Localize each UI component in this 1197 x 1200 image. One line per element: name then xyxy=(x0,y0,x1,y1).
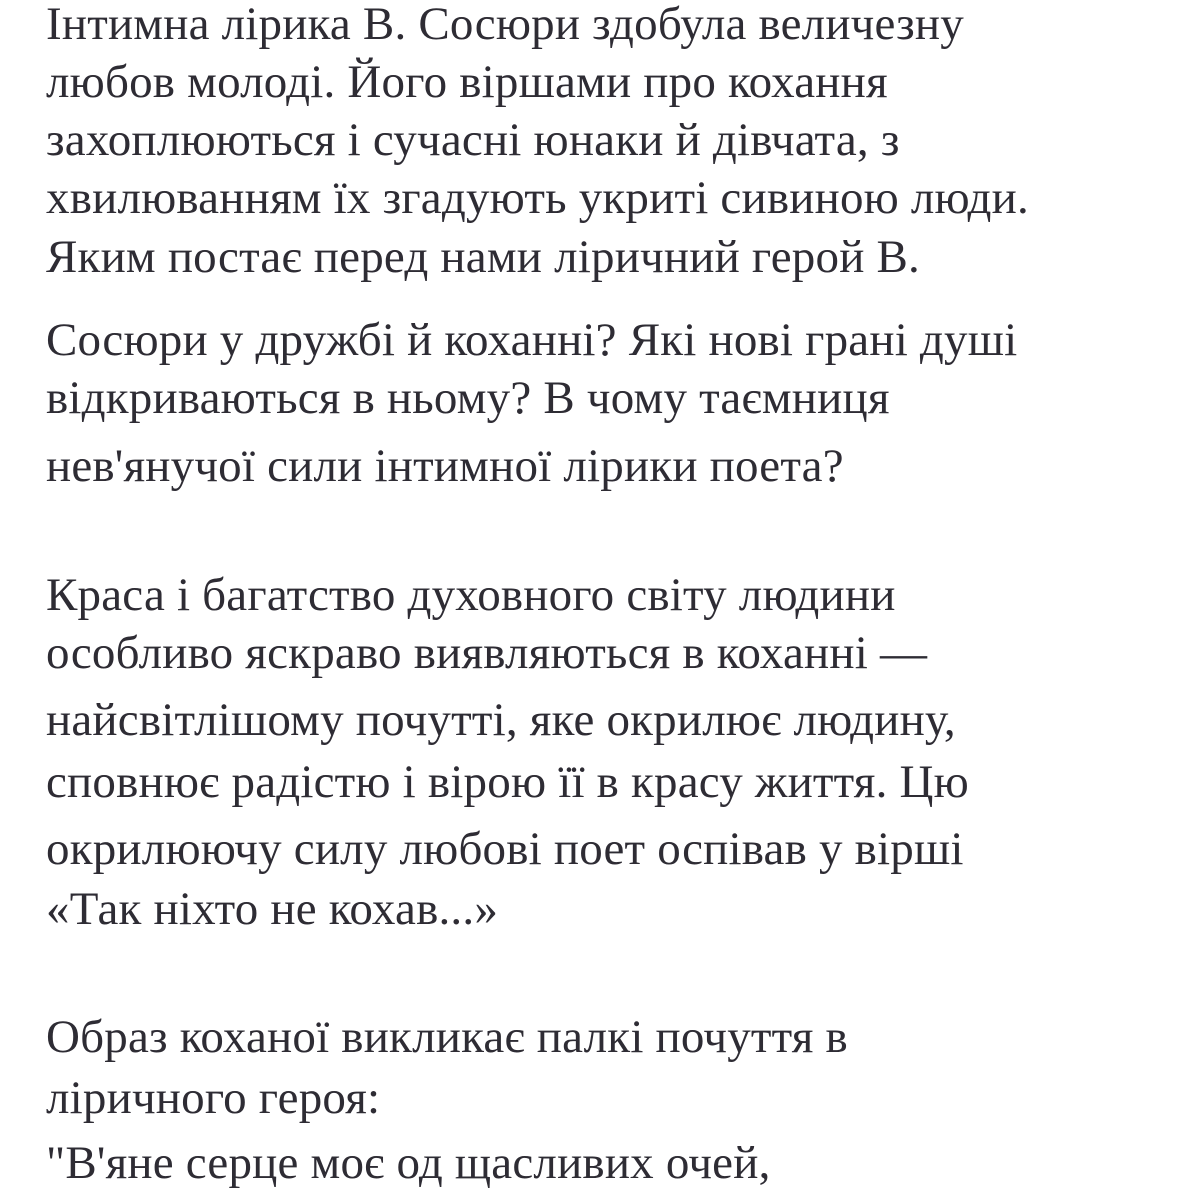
paragraph-1-line-4: хвилюванням їх згадують укриті сивиною люди. xyxy=(46,172,1029,224)
paragraph-2-line-2: особливо яскраво виявляються в коханні — xyxy=(46,627,928,679)
paragraph-1-line-8: нев'янучої сили інтимної лірики поета? xyxy=(46,440,844,492)
paragraph-2-line-3: найсвітлішому почутті, яке окрилює людину, xyxy=(46,694,956,746)
paragraph-2-line-6: «Так ніхто не кохав...» xyxy=(46,883,499,935)
paragraph-1-line-6: Сосюри у дружбі й коханні? Які нові грані душі xyxy=(46,314,1018,366)
paragraph-3-line-2: ліричного героя: xyxy=(46,1072,381,1124)
paragraph-1-line-5: Яким постає перед нами ліричний герой В. xyxy=(46,231,921,283)
paragraph-3-line-3: "В'яне серце моє од щасливих очей, xyxy=(46,1137,771,1189)
paragraph-3-line-1: Образ коханої викликає палкі почуття в xyxy=(46,1011,848,1063)
paragraph-2-line-5: окрилюючу силу любові поет оспівав у вірші xyxy=(46,823,964,875)
paragraph-1-line-3: захоплюються і сучасні юнаки й дівчата, з xyxy=(46,114,900,166)
paragraph-1-line-2: любов молоді. Його віршами про кохання xyxy=(46,56,888,108)
paragraph-1-line-1: Інтимна лірика В. Сосюри здобула величезну xyxy=(46,0,964,50)
paragraph-2-line-4: сповнює радістю і вірою її в красу життя. Цю xyxy=(46,756,969,808)
paragraph-1-line-7: відкриваються в ньому? В чому таємниця xyxy=(46,372,890,424)
paragraph-2-line-1: Краса і багатство духовного світу людини xyxy=(46,569,896,621)
